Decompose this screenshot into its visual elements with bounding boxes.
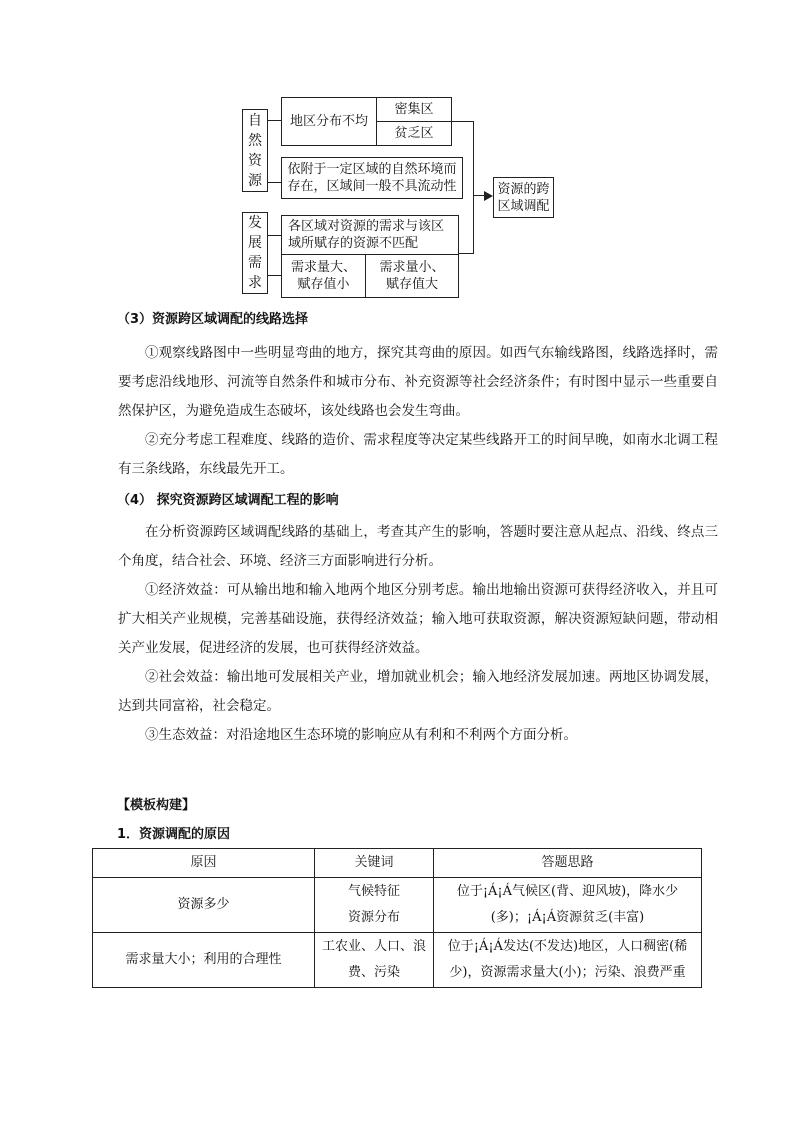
concept-diagram — [0, 0, 794, 300]
mismatch-box: 各区域对资源的需求与该区 域所赋存的资源不匹配 — [281, 215, 459, 255]
header-cell: 答题思路 — [434, 849, 702, 878]
table-row — [93, 933, 702, 988]
reasons-table — [92, 848, 702, 988]
natural-char: 然 — [248, 132, 262, 149]
table-row — [93, 878, 702, 933]
section3-title: （3）资源跨区域调配的线路选择 — [117, 312, 309, 327]
natural-char: 自 — [248, 112, 262, 129]
demand-char: 发 — [248, 215, 262, 231]
section4-paragraph: ③生态效益：对沿途地区生态环境的影响应从有利和不利两个方面分析。 — [145, 727, 577, 743]
demand-char: 需 — [248, 255, 262, 271]
poor-area-box: 贫乏区 — [376, 121, 452, 146]
natural-char: 资 — [248, 152, 262, 169]
section3-body — [118, 339, 718, 484]
header-cell: 关键词 — [315, 849, 434, 878]
template-subtitle: 1．资源调配的原因 — [117, 827, 231, 842]
keyword-cell: 工农业、人口、浪 费、污染 — [315, 933, 434, 988]
section4-body — [118, 518, 718, 750]
table-header-row — [93, 849, 702, 878]
demand-char: 求 — [248, 275, 262, 291]
demand-char: 展 — [248, 235, 262, 251]
reason-cell: 需求量大小；利用的合理性 — [93, 933, 315, 988]
uneven-distribution-box: 地区分布不均 — [281, 97, 377, 146]
answer-cell: 位于¡Á¡Á气候区(背、迎风坡)，降水少 (多)；¡Á¡Á资源贫乏(丰富) — [434, 878, 702, 933]
section4-paragraph: ②社会效益：输出地可发展相关产业，增加就业机会；输入地经济发展加速。两地区协调发展，达到共同富裕，社会稳定。 — [118, 669, 718, 714]
header-cell: 原因 — [93, 849, 315, 878]
low-demand-box: 需求量小、 赋存值大 — [365, 254, 459, 298]
natural-resources-box — [242, 109, 268, 192]
high-demand-box: 需求量大、 赋存值小 — [281, 254, 366, 298]
section3-paragraph: ②充分考虑工程难度、线路的造价、需求程度等决定某些线路开工的时间早晚，如南水北调工程有三条线路，东线最先开工。 — [118, 432, 718, 477]
section3-paragraph: ①观察线路图中一些明显弯曲的地方，探究其弯曲的原因。如西气东输线路图，线路选择时，需要考虑沿线地形、河流等自然条件和城市分布、补充资源等社会经济条件；有时图中显示一些重要自然保护区，为避免造成生态破坏，该处线路也会发生弯曲。 — [118, 345, 718, 419]
development-demand-box — [242, 212, 268, 294]
section4-paragraph: 在分析资源跨区域调配线路的基础上，考查其产生的影响，答题时要注意从起点、沿线、终点三个角度，结合社会、环境、经济三方面影响进行分析。 — [118, 524, 718, 569]
environment-dependence-box: 依附于一定区域的自然环境而 存在，区域间一般不具流动性 — [281, 157, 463, 199]
answer-cell: 位于¡Á¡Á发达(不发达)地区，人口稠密(稀 少)，资源需求量大(小)；污染、浪费严重 — [434, 933, 702, 988]
natural-char: 源 — [248, 172, 262, 189]
cross-region-allocation-box: 资源的跨 区域调配 — [493, 177, 554, 218]
reason-cell: 资源多少 — [93, 878, 315, 933]
section4-paragraph: ①经济效益：可从输出地和输入地两个地区分别考虑。输出地输出资源可获得经济收入，并且可扩大相关产业规模，完善基础设施，获得经济效益；输入地可获取资源，解决资源短缺问题，带动相关产业发展，促进经济的发展，也可获得经济效益。 — [118, 582, 718, 656]
keyword-cell: 气候特征 资源分布 — [315, 878, 434, 933]
dense-area-box: 密集区 — [376, 97, 452, 122]
section4-title: （4） 探究资源跨区域调配工程的影响 — [117, 493, 339, 508]
template-title: 【模板构建】 — [117, 798, 196, 813]
